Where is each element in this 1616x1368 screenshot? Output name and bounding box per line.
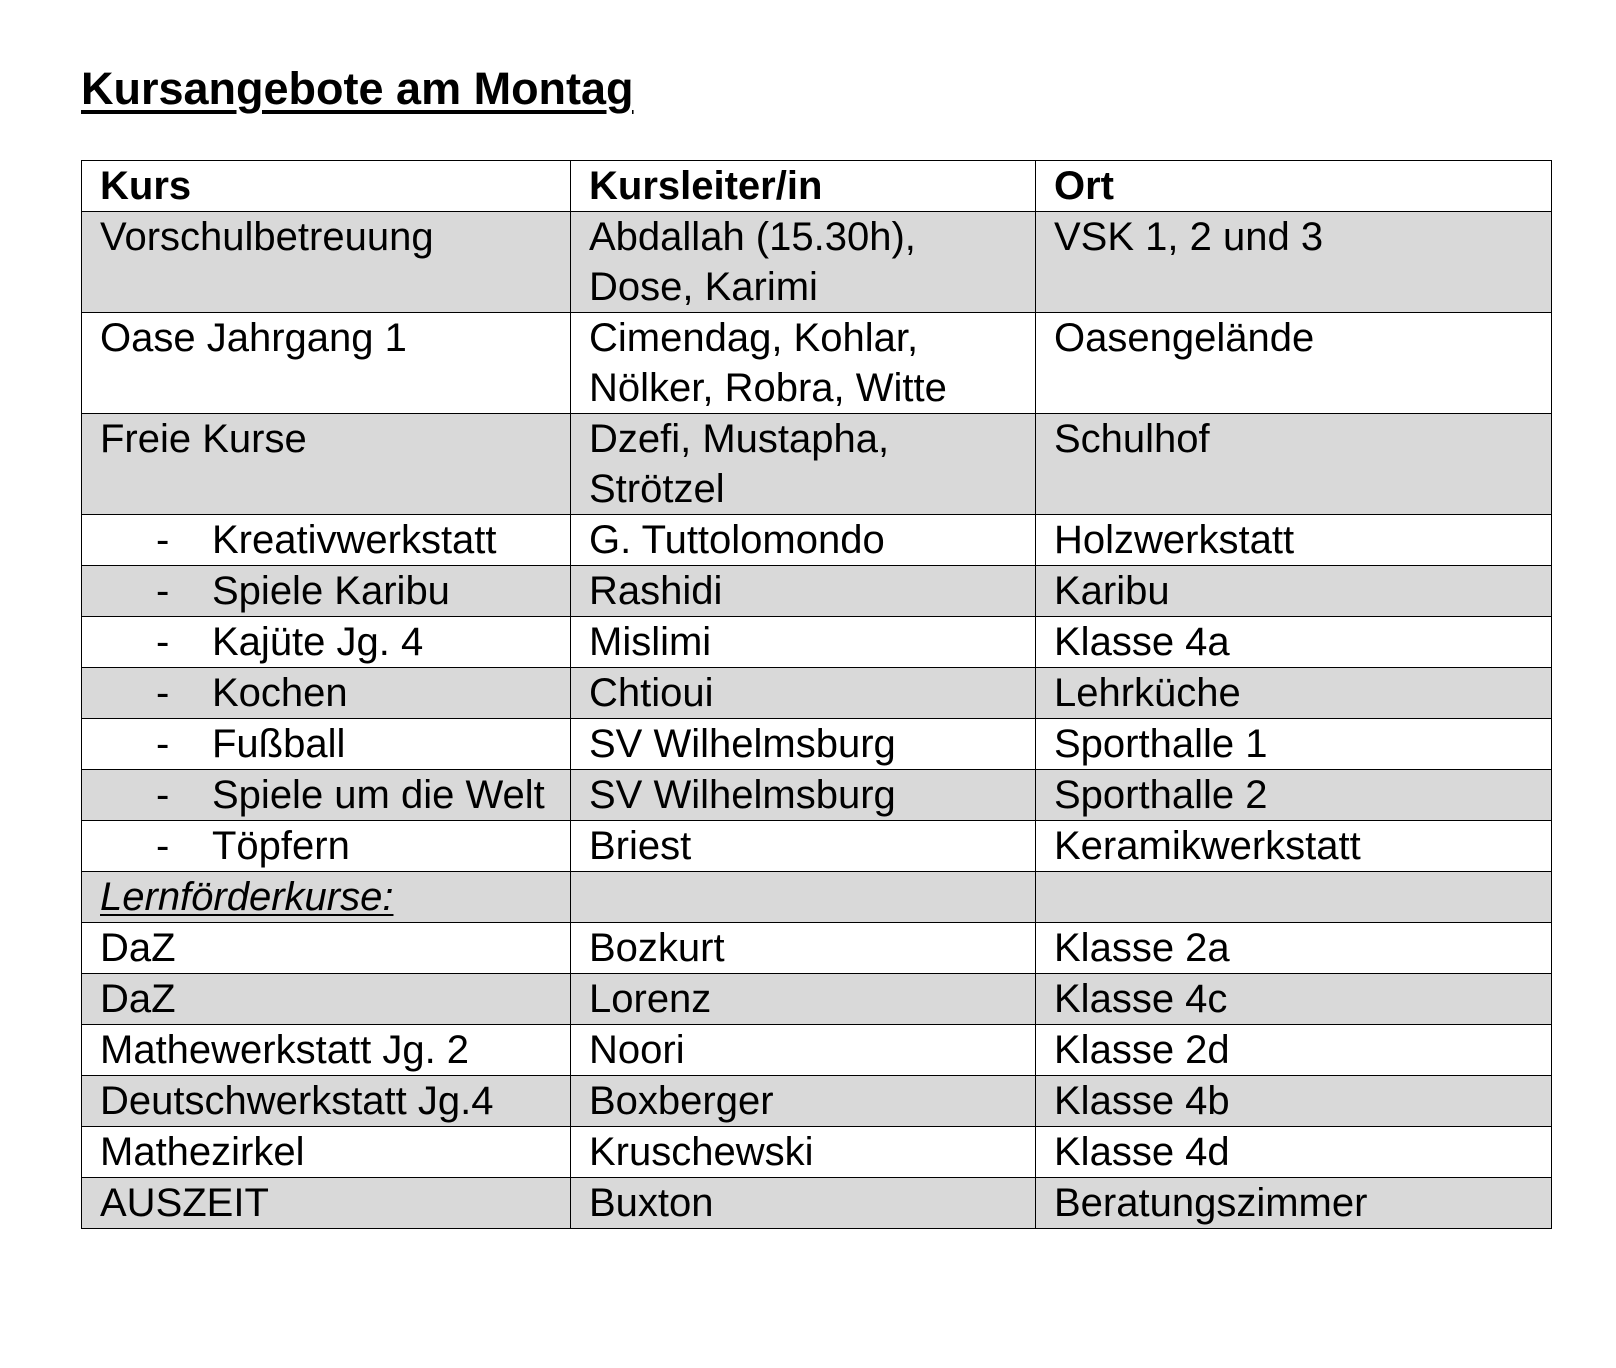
table-row — [82, 872, 1552, 923]
cell-kursleiter: Rashidi — [571, 566, 1036, 617]
table-row — [82, 212, 1552, 313]
cell-kurs — [82, 668, 571, 719]
cell-kursleiter: Cimendag, Kohlar, Nölker, Robra, Witte — [571, 313, 1036, 414]
course-name: Oase Jahrgang 1 — [100, 316, 407, 360]
table-row — [82, 1025, 1552, 1076]
cell-kurs — [82, 872, 571, 923]
document-title: Kursangebote am Montag — [81, 63, 634, 114]
table-row — [82, 668, 1552, 719]
course-name: Spiele Karibu — [212, 569, 450, 613]
table-row — [82, 1178, 1552, 1229]
list-dash: - — [156, 518, 170, 562]
cell-kursleiter: Kruschewski — [571, 1127, 1036, 1178]
cell-kursleiter: Mislimi — [571, 617, 1036, 668]
cell-ort: Klasse 4c — [1036, 974, 1552, 1025]
table-row — [82, 719, 1552, 770]
course-name: Kreativwerkstatt — [212, 518, 497, 562]
cell-ort: Klasse 4a — [1036, 617, 1552, 668]
cell-ort: Sporthalle 1 — [1036, 719, 1552, 770]
cell-kurs — [82, 770, 571, 821]
list-dash: - — [156, 671, 170, 715]
cell-kurs — [82, 821, 571, 872]
cell-kursleiter: Lorenz — [571, 974, 1036, 1025]
cell-ort — [1036, 872, 1552, 923]
cell-kursleiter: Dzefi, Mustapha, Strötzel — [571, 414, 1036, 515]
cell-ort: Keramikwerkstatt — [1036, 821, 1552, 872]
table-body — [82, 212, 1552, 1229]
cell-kurs — [82, 719, 571, 770]
table-row — [82, 1127, 1552, 1178]
header-kursleiter: Kursleiter/in — [571, 161, 1036, 212]
cell-kurs — [82, 974, 571, 1025]
cell-ort: Schulhof — [1036, 414, 1552, 515]
cell-kursleiter: G. Tuttolomondo — [571, 515, 1036, 566]
cell-kursleiter: Briest — [571, 821, 1036, 872]
cell-kurs — [82, 923, 571, 974]
cell-kursleiter: Noori — [571, 1025, 1036, 1076]
list-dash: - — [156, 569, 170, 613]
table-row — [82, 770, 1552, 821]
course-table — [81, 160, 1552, 1229]
cell-kurs — [82, 313, 571, 414]
cell-ort: Beratungszimmer — [1036, 1178, 1552, 1229]
cell-ort: Klasse 4d — [1036, 1127, 1552, 1178]
cell-ort: Klasse 2a — [1036, 923, 1552, 974]
course-name: Kajüte Jg. 4 — [212, 620, 424, 664]
cell-kursleiter: Boxberger — [571, 1076, 1036, 1127]
cell-kurs — [82, 1025, 571, 1076]
cell-kurs — [82, 617, 571, 668]
course-name: Kochen — [212, 671, 348, 715]
cell-ort: Oasengelände — [1036, 313, 1552, 414]
cell-ort: Holzwerkstatt — [1036, 515, 1552, 566]
table-row — [82, 313, 1552, 414]
cell-kurs — [82, 566, 571, 617]
cell-kurs — [82, 414, 571, 515]
cell-kurs — [82, 515, 571, 566]
section-label: Lernförderkurse: — [100, 875, 394, 919]
cell-kursleiter: Abdallah (15.30h), Dose, Karimi — [571, 212, 1036, 313]
table-header-row — [82, 161, 1552, 212]
table-row — [82, 1076, 1552, 1127]
cell-kursleiter: SV Wilhelmsburg — [571, 719, 1036, 770]
cell-kursleiter: Buxton — [571, 1178, 1036, 1229]
course-name: Vorschulbetreuung — [100, 215, 434, 259]
cell-ort: Klasse 4b — [1036, 1076, 1552, 1127]
cell-ort: Sporthalle 2 — [1036, 770, 1552, 821]
course-name: DaZ — [100, 926, 176, 970]
cell-kurs — [82, 1076, 571, 1127]
course-name: Mathewerkstatt Jg. 2 — [100, 1028, 470, 1072]
header-ort: Ort — [1036, 161, 1552, 212]
table-row — [82, 974, 1552, 1025]
cell-ort: Karibu — [1036, 566, 1552, 617]
cell-ort: Lehrküche — [1036, 668, 1552, 719]
cell-kurs — [82, 212, 571, 313]
course-name: Töpfern — [212, 824, 350, 868]
cell-kurs — [82, 1178, 571, 1229]
table-row — [82, 515, 1552, 566]
cell-kursleiter: Bozkurt — [571, 923, 1036, 974]
table-row — [82, 821, 1552, 872]
list-dash: - — [156, 620, 170, 664]
course-name: Spiele um die Welt — [212, 773, 545, 817]
table-row — [82, 566, 1552, 617]
cell-ort: VSK 1, 2 und 3 — [1036, 212, 1552, 313]
course-name: Mathezirkel — [100, 1130, 305, 1174]
cell-kurs — [82, 1127, 571, 1178]
cell-ort: Klasse 2d — [1036, 1025, 1552, 1076]
list-dash: - — [156, 722, 170, 766]
course-name: Deutschwerkstatt Jg.4 — [100, 1079, 494, 1123]
cell-kursleiter: SV Wilhelmsburg — [571, 770, 1036, 821]
course-name: Fußball — [212, 722, 346, 766]
list-dash: - — [156, 773, 170, 817]
cell-kursleiter: Chtioui — [571, 668, 1036, 719]
course-name: AUSZEIT — [100, 1181, 269, 1225]
table-row — [82, 414, 1552, 515]
course-name: Freie Kurse — [100, 417, 307, 461]
course-name: DaZ — [100, 977, 176, 1021]
table-row — [82, 617, 1552, 668]
cell-kursleiter — [571, 872, 1036, 923]
list-dash: - — [156, 824, 170, 868]
header-kurs: Kurs — [82, 161, 571, 212]
table-row — [82, 923, 1552, 974]
